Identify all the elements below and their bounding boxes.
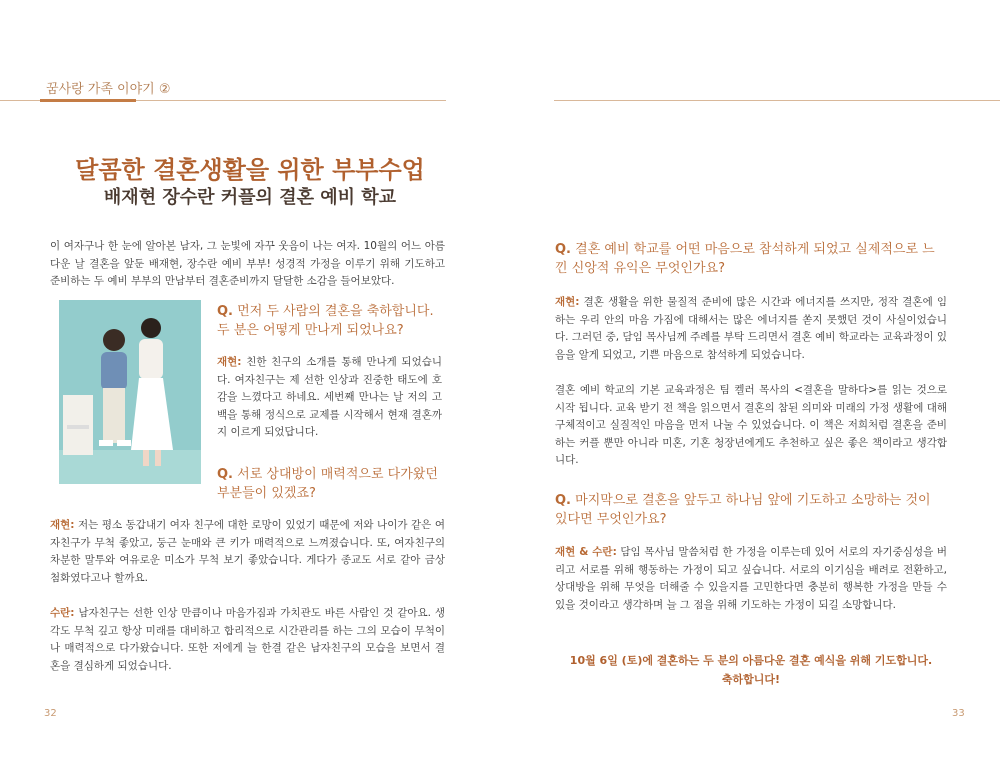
question-3-text: 결혼 예비 학교를 어떤 마음으로 참석하게 되었고 실제적으로 느낀 신앙적 유익은 무엇인가요? (555, 242, 935, 276)
header-rule-accent (40, 99, 136, 102)
speaker-label: 재현: (555, 296, 580, 308)
speaker-label: 재현 & 수란: (555, 546, 617, 558)
answer-3-text: 남자친구는 선한 인상 만큼이나 마음가짐과 가치관도 바른 사람인 것 같아요. 생각도 무척 깊고 항상 미래를 대비하고 합리적으로 시간관리를 하는 그의 모습이 무척이나 매력적으로 다가왔습니다. 또한 저에게 늘 한결 같은 남자친구의 모습을 보면서 결혼을 결심하게 되었습니다. (50, 607, 445, 672)
article-title: 달콤한 결혼생활을 위한 부부수업 (75, 156, 425, 184)
intro-paragraph: 이 여자구나 한 눈에 알아본 남자, 그 눈빛에 자꾸 웃음이 나는 여자. 10월의 어느 아름다운 날 결혼을 앞둔 배재현, 장수란 예비 부부! 성경적 가정을 이루기 위해 기도하고 준비하는 두 예비 부부의 만남부터 결혼준비까지 달달한 소감을 들어보았다. (50, 240, 445, 287)
couple-photo (59, 300, 201, 484)
q-marker: Q. (217, 467, 233, 482)
closing-line-1: 10월 6일 (토)에 결혼하는 두 분의 아름다운 결혼 예식을 위해 기도합니다. (569, 654, 933, 667)
answer-5-text: 담임 목사님 말씀처럼 한 가정을 이루는데 있어 서로의 자기중심성을 버리고 서로를 위해 행동하는 가정이 되고 싶습니다. 서로의 이기심을 배려로 전환하고, 상대방을 위해 무엇을 더해줄 수 있을지를 고민한다면 충분히 행복한 가정을 만들 수 있을 것이라고 생각하며 늘 그 점을 위해 기도하는 가정이 되길 소망합니다. (555, 546, 947, 611)
question-1-text: 먼저 두 사람의 결혼을 축하합니다. 두 분은 어떻게 만나게 되었나요? (217, 304, 434, 338)
speaker-label: 재현: (217, 356, 242, 368)
question-3 (555, 240, 947, 278)
question-4-text: 마지막으로 결혼을 앞두고 하나님 앞에 기도하고 소망하는 것이 있다면 무엇인가요? (555, 493, 931, 527)
page-number-right: 33 (952, 708, 965, 719)
speaker-label: 재현: (50, 519, 75, 531)
header-rule-right (554, 100, 1000, 101)
question-2-text: 서로 상대방이 매력적으로 다가왔던 부분들이 있겠죠? (217, 467, 438, 501)
answer-4 (555, 294, 947, 364)
question-4 (555, 491, 947, 529)
couple-photo-illustration (59, 300, 201, 484)
q-marker: Q. (217, 304, 233, 319)
article-subtitle: 배재현 장수란 커플의 결혼 예비 학교 (103, 187, 397, 208)
answer-4-text: 결혼 생활을 위한 물질적 준비에 많은 시간과 에너지를 쓰지만, 정작 결혼에 임하는 우리 안의 마음 가짐에 대해서는 많은 에너지를 쏟지 못했던 것이 사실이었습니다. 그러던 중, 담임 목사님께 주례를 부탁 드리면서 결혼 예비 학교라는 교육과정이 있음을 알게 되었고, 기쁜 마음으로 참석하게 되었습니다. (555, 296, 948, 361)
closing-line-2: 축하합니다! (721, 673, 781, 686)
closing-message (555, 651, 947, 689)
q-marker: Q. (555, 493, 571, 508)
answer-2 (50, 517, 445, 587)
answer-1 (217, 354, 442, 442)
answer-2-text: 저는 평소 동갑내기 여자 친구에 대한 로망이 있었기 때문에 저와 나이가 같은 여자친구가 무척 좋았고, 둥근 눈매와 큰 키가 매력적으로 느껴졌습니다. 또, 여자친구의 차분한 말투와 여유로운 미소가 무척 보기 좋았습니다. 게다가 종교도 서로 같아 금상첨화였다고나 할까요. (50, 519, 445, 584)
answer-3 (50, 605, 445, 675)
answer-5 (555, 544, 947, 614)
section-label: 꿈사랑 가족 이야기 ② (46, 82, 171, 97)
speaker-label: 수란: (50, 607, 75, 619)
question-2 (217, 465, 442, 503)
page-number-left: 32 (44, 708, 57, 719)
question-1 (217, 302, 442, 340)
answer-1-text: 친한 친구의 소개를 통해 만나게 되었습니다. 여자친구는 제 선한 인상과 진중한 태도에 호감을 느꼈다고 하네요. 세번째 만나는 날 저의 고백을 통해 정식으로 교제를 시작해서 현재 결혼까지 이르게 되었답니다. (217, 356, 442, 438)
q-marker: Q. (555, 242, 571, 257)
answer-4-continued: 결혼 예비 학교의 기본 교육과정은 팀 켈러 목사의 <결혼을 말하다>를 읽는 것으로 시작 됩니다. 교육 받기 전 책을 읽으면서 결혼의 참된 의미와 미래의 가정 생활에 대해 구체적이고 실질적인 마음을 먼저 나눌 수 있었습니다. 이 책은 저희처럼 결혼을 준비하는 커플 뿐만 아니라 미혼, 기혼 청장년에게도 추천하고 싶은 좋은 책이라고 생각합니다. (555, 384, 947, 466)
